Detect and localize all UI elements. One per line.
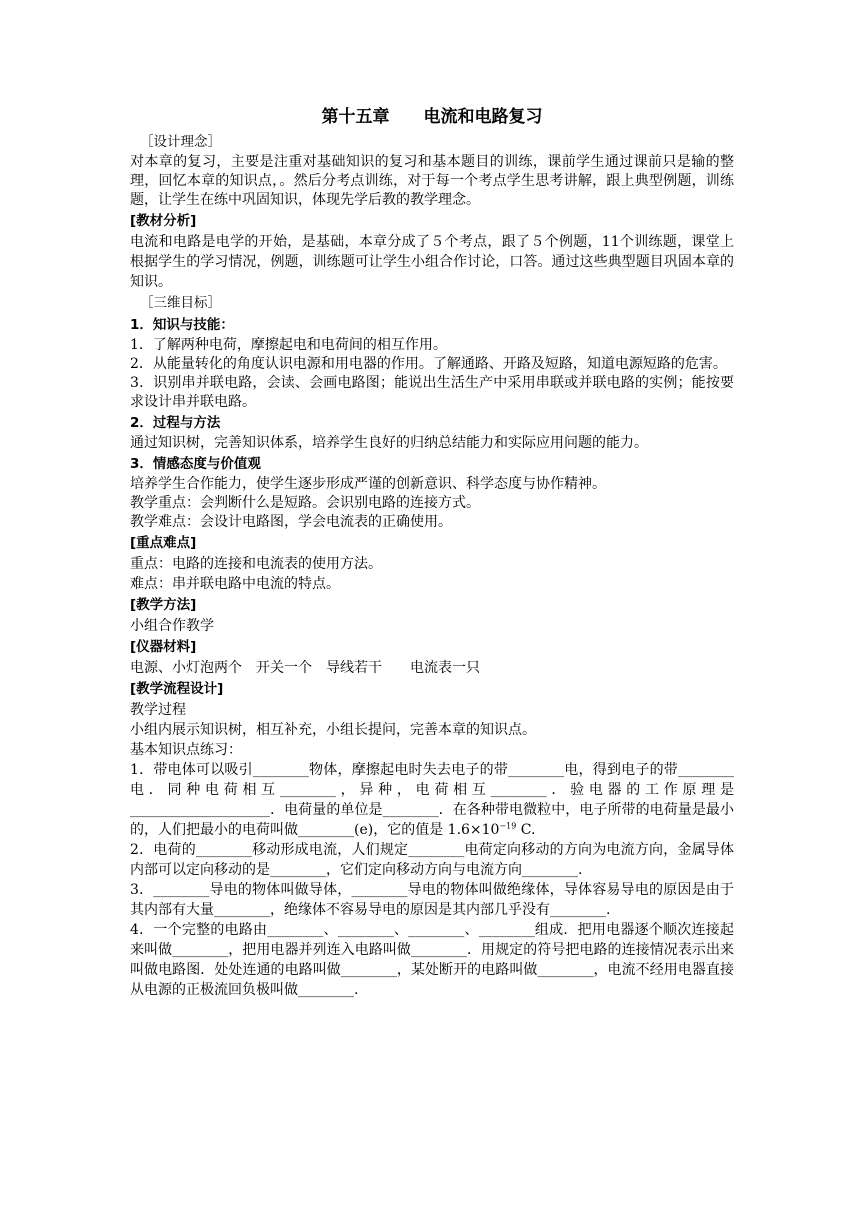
process-line-1: 教学过程 bbox=[130, 702, 186, 718]
materials-heading: [仪器材料] bbox=[130, 639, 197, 655]
goals-heading: ［三维目标］ bbox=[140, 295, 221, 311]
question-1-unit: C. bbox=[516, 822, 536, 838]
process-text: 通过知识树，完善知识体系，培养学生良好的归纳总结能力和实际应用问题的能力。 bbox=[130, 435, 648, 451]
design-heading: ［设计理念］ bbox=[140, 134, 221, 150]
analysis-text: 电流和电路是电学的开始，是基础，本章分成了５个考点，跟了５个例题，11个训练题，课堂上根据学生的学习情况，例题，训练题可让学生小组合作讨论，口答。通过这些典型题目巩固本章的知识。 bbox=[130, 234, 734, 290]
analysis-heading: [教材分析] bbox=[130, 213, 197, 229]
question-1 bbox=[130, 760, 734, 840]
knowledge-title: 1．知识与技能： bbox=[130, 317, 234, 333]
teaching-focus: 教学重点：会判断什么是短路。会识别电路的连接方式。 bbox=[130, 495, 480, 511]
question-1-exponent: −19 bbox=[499, 821, 517, 831]
design-text: 对本章的复习，主要是注重对基础知识的复习和基本题目的训练，课前学生通过课前只是输的整理，回忆本章的知识点，。然后分考点训练，对于每一个考点学生思考讲解，跟上典型例题，训练题，让学生在练中巩固知识，体现先学后教的教学理念。 bbox=[130, 154, 734, 208]
document-page bbox=[130, 104, 734, 1000]
question-1-text: 1．带电体可以吸引________物体，摩擦起电时失去电子的带________电，得到电子的带________电．同种电荷相互________，异种，电荷相互________．验电器的工作原理是____________________．电荷量的单位是________．在各种带电微粒中，电子所带的电荷量是最小的，人们把最小的电荷叫做________(e)，它的值是 1.6×10 bbox=[130, 762, 734, 838]
question-4: 4．一个完整的电路由________、________、________、________组成．把用电器逐个顺次连接起来叫做________，把用电器并列连入电路叫做________．用规定的符号把电路的连接情况表示出来叫做电路图．处处连通的电路叫做________，某处断开的电路叫做________，电流不经用电器直接从电源的正极流回负极叫做________. bbox=[130, 922, 734, 998]
method-text: 小组合作教学 bbox=[130, 618, 214, 634]
key-focus: 重点：电路的连接和电流表的使用方法。 bbox=[130, 556, 382, 572]
method-heading: [教学方法] bbox=[130, 597, 197, 613]
process-line-2: 小组内展示知识树，相互补充，小组长提问，完善本章的知识点。 bbox=[130, 722, 536, 738]
teaching-difficulty: 教学难点：会设计电路图，学会电流表的正确使用。 bbox=[130, 514, 452, 530]
question-3: 3．________导电的物体叫做导体，________导电的物体叫做绝缘体，导体容易导电的原因是由于其内部有大量________，绝缘体不容易导电的原因是其内部几乎没有________. bbox=[130, 882, 734, 918]
knowledge-item-1: 1．了解两种电荷，摩擦起电和电荷间的相互作用。 bbox=[130, 337, 447, 353]
knowledge-item-2: 2．从能量转化的角度认识电源和用电器的作用。了解通路、开路及短路，知道电源短路的危害。 bbox=[130, 356, 727, 372]
key-heading: [重点难点] bbox=[130, 535, 197, 551]
process-line-3: 基本知识点练习： bbox=[130, 742, 242, 758]
knowledge-item-3: 3．识别串并联电路，会读、会画电路图；能说出生活生产中采用串联或并联电路的实例；能按要求设计串并联电路。 bbox=[130, 375, 734, 410]
emotion-title: 3．情感态度与价值观 bbox=[130, 456, 261, 472]
key-difficulty: 难点：串并联电路中电流的特点。 bbox=[130, 576, 340, 592]
page-title: 第十五章 电流和电路复习 bbox=[321, 107, 543, 127]
materials-text: 电源、小灯泡两个 开关一个 导线若干 电流表一只 bbox=[130, 660, 480, 676]
process-title: 2．过程与方法 bbox=[130, 415, 221, 431]
emotion-text: 培养学生合作能力，使学生逐步形成严谨的创新意识、科学态度与协作精神。 bbox=[130, 476, 606, 492]
process-heading: [教学流程设计] bbox=[130, 681, 224, 697]
question-2: 2．电荷的________移动形成电流，人们规定________电荷定向移动的方向为电流方向，金属导体内部可以定向移动的是________，它们定向移动方向与电流方向________. bbox=[130, 842, 734, 878]
